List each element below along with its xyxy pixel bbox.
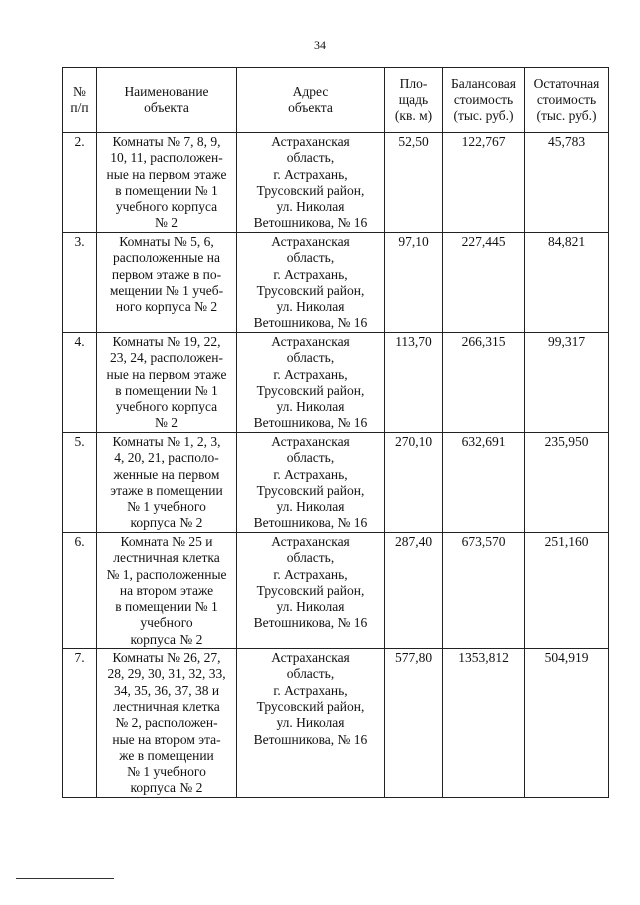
cell-address: Астраханская область, г. Астрахань, Трусовский район, ул. Николая Ветошникова, № 16 [237, 649, 385, 798]
cell-address: Астраханская область, г. Астрахань, Трусовский район, ул. Николая Ветошникова, № 16 [237, 433, 385, 533]
cell-balance: 227,445 [443, 233, 525, 333]
table-row [63, 649, 609, 798]
cell-area: 97,10 [385, 233, 443, 333]
cell-area: 113,70 [385, 333, 443, 433]
cell-name: Комнаты № 1, 2, 3, 4, 20, 21, располо- женные на первом этаже в помещении № 1 учебного корпуса № 2 [97, 433, 237, 533]
cell-address: Астраханская область, г. Астрахань, Трусовский район, ул. Николая Ветошникова, № 16 [237, 233, 385, 333]
cell-num: 2. [63, 133, 97, 233]
table-header-row [63, 68, 609, 133]
table-row [63, 233, 609, 333]
property-table [62, 67, 609, 798]
cell-area: 287,40 [385, 533, 443, 649]
cell-balance: 673,570 [443, 533, 525, 649]
cell-address: Астраханская область, г. Астрахань, Трусовский район, ул. Николая Ветошникова, № 16 [237, 533, 385, 649]
cell-balance: 266,315 [443, 333, 525, 433]
cell-residual: 84,821 [525, 233, 609, 333]
header-num: № п/п [63, 68, 97, 133]
cell-num: 7. [63, 649, 97, 798]
cell-residual: 251,160 [525, 533, 609, 649]
footnote-separator [16, 878, 114, 879]
cell-residual: 45,783 [525, 133, 609, 233]
cell-name: Комнаты № 7, 8, 9, 10, 11, расположен- ные на первом этаже в помещении № 1 учебного корпуса № 2 [97, 133, 237, 233]
cell-residual: 235,950 [525, 433, 609, 533]
cell-num: 4. [63, 333, 97, 433]
header-address: Адрес объекта [237, 68, 385, 133]
cell-area: 52,50 [385, 133, 443, 233]
table-row [63, 333, 609, 433]
cell-residual: 504,919 [525, 649, 609, 798]
table-row [63, 533, 609, 649]
table-row [63, 433, 609, 533]
cell-residual: 99,317 [525, 333, 609, 433]
header-balance: Балансовая стоимость (тыс. руб.) [443, 68, 525, 133]
table-row [63, 133, 609, 233]
cell-num: 6. [63, 533, 97, 649]
header-area: Пло- щадь (кв. м) [385, 68, 443, 133]
cell-num: 5. [63, 433, 97, 533]
cell-name: Комнаты № 19, 22, 23, 24, расположен- ные на первом этаже в помещении № 1 учебного корпуса № 2 [97, 333, 237, 433]
cell-name: Комната № 25 и лестничная клетка № 1, расположенные на втором этаже в помещении № 1 учебного корпуса № 2 [97, 533, 237, 649]
cell-address: Астраханская область, г. Астрахань, Трусовский район, ул. Николая Ветошникова, № 16 [237, 133, 385, 233]
cell-name: Комнаты № 5, 6, расположенные на первом этаже в по- мещении № 1 учеб- ного корпуса № 2 [97, 233, 237, 333]
page-number: 34 [314, 38, 326, 52]
cell-address: Астраханская область, г. Астрахань, Трусовский район, ул. Николая Ветошникова, № 16 [237, 333, 385, 433]
header-name: Наименование объекта [97, 68, 237, 133]
cell-area: 270,10 [385, 433, 443, 533]
cell-balance: 632,691 [443, 433, 525, 533]
cell-name: Комнаты № 26, 27, 28, 29, 30, 31, 32, 33, 34, 35, 36, 37, 38 и лестничная клетка № 2, расположен- ные на втором эта- же в помещении № 1 учебного корпуса № 2 [97, 649, 237, 798]
cell-num: 3. [63, 233, 97, 333]
header-residual: Остаточная стоимость (тыс. руб.) [525, 68, 609, 133]
cell-area: 577,80 [385, 649, 443, 798]
cell-balance: 122,767 [443, 133, 525, 233]
cell-balance: 1353,812 [443, 649, 525, 798]
